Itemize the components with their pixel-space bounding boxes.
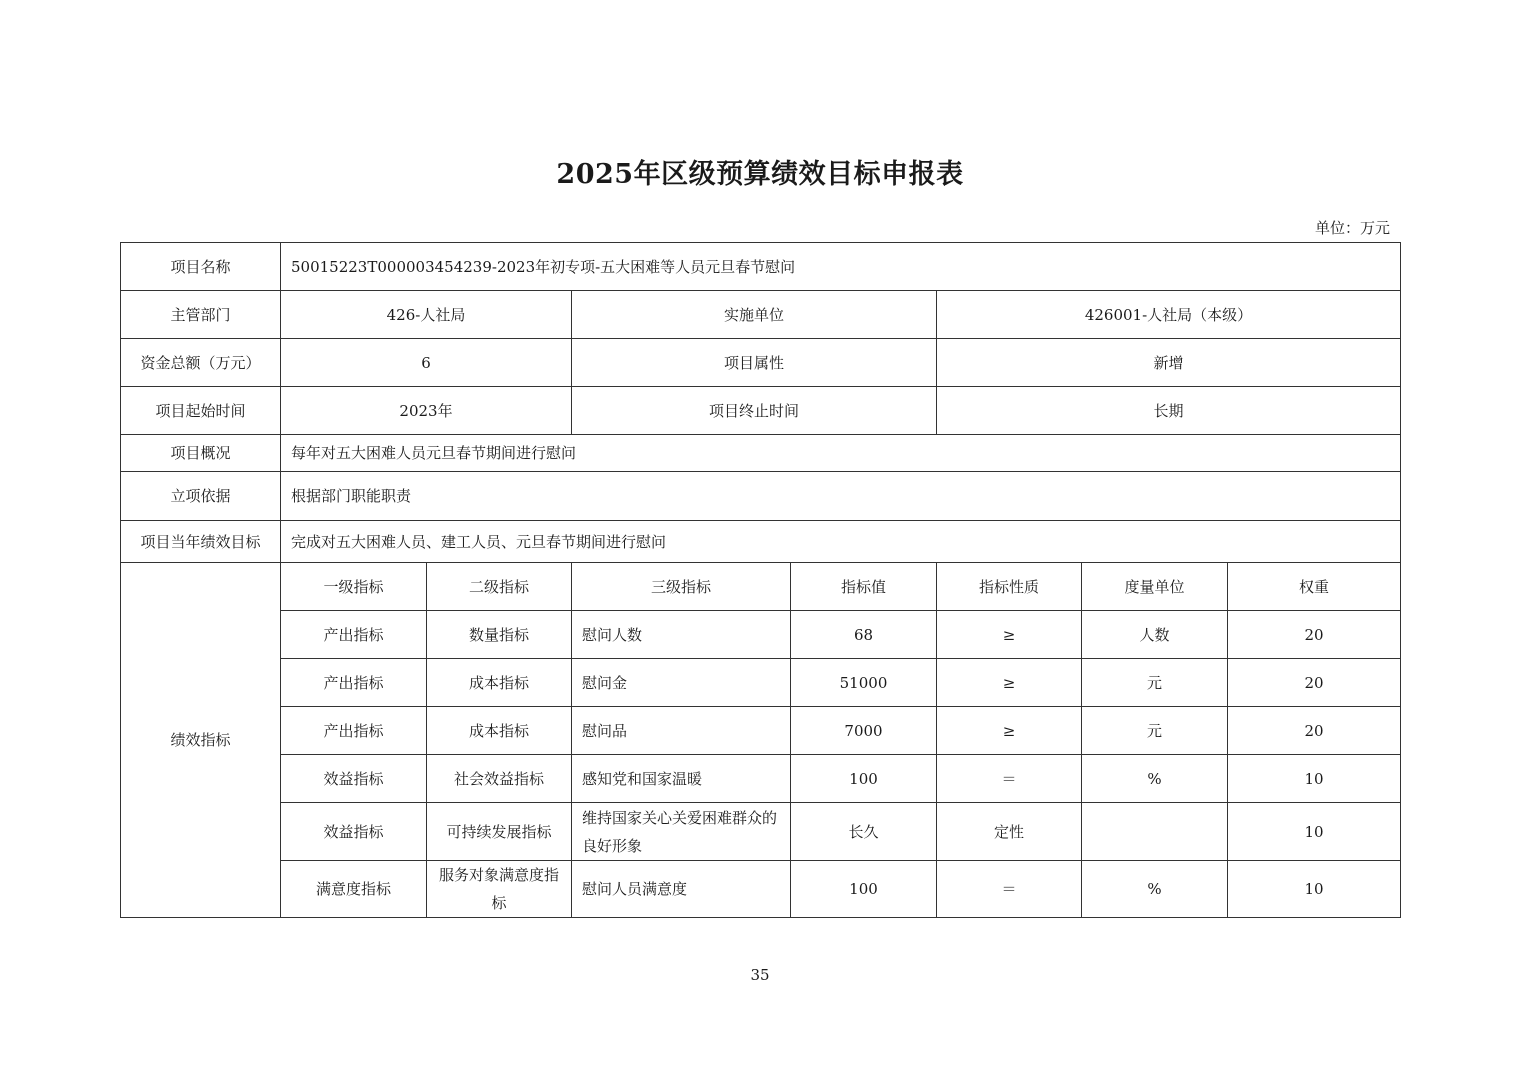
indicator-level1: 效益指标 [281,803,427,861]
overview-value: 每年对五大困难人员元旦春节期间进行慰问 [281,435,1401,472]
indicator-nature: ＝ [937,755,1082,803]
indicator-weight: 20 [1228,707,1401,755]
project-attribute-value: 新增 [937,339,1401,387]
indicator-nature: ≥ [937,707,1082,755]
indicator-unit [1082,803,1228,861]
header-level1: 一级指标 [281,563,427,611]
overview-label: 项目概况 [121,435,281,472]
row-department [121,291,1401,339]
indicator-row [121,611,1401,659]
annual-goal-label: 项目当年绩效目标 [121,521,281,563]
unit-label: 单位：万元 [1314,219,1390,237]
row-time [121,387,1401,435]
header-level2: 二级指标 [427,563,572,611]
indicator-header-row [121,563,1401,611]
project-name-label: 项目名称 [121,243,281,291]
implementing-unit-value: 426001-人社局（本级） [937,291,1401,339]
indicator-level3: 慰问品 [572,707,791,755]
header-unit: 度量单位 [1082,563,1228,611]
indicator-nature: ＝ [937,861,1082,918]
indicators-section-label: 绩效指标 [121,563,281,918]
indicator-unit: % [1082,755,1228,803]
total-funds-label: 资金总额（万元） [121,339,281,387]
project-name-value: 50015223T000003454239-2023年初专项-五大困难等人员元旦春节慰问 [281,243,1401,291]
indicator-level3: 慰问人员满意度 [572,861,791,918]
total-funds-value: 6 [281,339,572,387]
header-value: 指标值 [791,563,937,611]
indicator-value: 68 [791,611,937,659]
indicator-row [121,861,1401,918]
indicator-level2: 数量指标 [427,611,572,659]
indicator-weight: 10 [1228,861,1401,918]
indicator-nature: 定性 [937,803,1082,861]
indicator-level1: 满意度指标 [281,861,427,918]
start-time-label: 项目起始时间 [121,387,281,435]
indicator-unit: 人数 [1082,611,1228,659]
department-label: 主管部门 [121,291,281,339]
header-level3: 三级指标 [572,563,791,611]
indicator-level3: 慰问人数 [572,611,791,659]
department-value: 426-人社局 [281,291,572,339]
implementing-unit-label: 实施单位 [572,291,937,339]
indicator-weight: 20 [1228,659,1401,707]
annual-goal-value: 完成对五大困难人员、建工人员、元旦春节期间进行慰问 [281,521,1401,563]
indicator-nature: ≥ [937,659,1082,707]
row-overview [121,435,1401,472]
indicator-value: 长久 [791,803,937,861]
indicator-row [121,707,1401,755]
project-attribute-label: 项目属性 [572,339,937,387]
end-time-label: 项目终止时间 [572,387,937,435]
page-title: 2025年区级预算绩效目标申报表 [556,159,964,190]
indicator-level3: 感知党和国家温暖 [572,755,791,803]
indicator-level2: 社会效益指标 [427,755,572,803]
indicator-weight: 10 [1228,803,1401,861]
row-annual-goal [121,521,1401,563]
indicator-unit: % [1082,861,1228,918]
end-time-value: 长期 [937,387,1401,435]
indicator-level3: 慰问金 [572,659,791,707]
indicator-value: 100 [791,861,937,918]
indicator-unit: 元 [1082,707,1228,755]
page-number: 35 [750,966,770,984]
indicator-weight: 10 [1228,755,1401,803]
row-project-name [121,243,1401,291]
indicator-level2: 可持续发展指标 [427,803,572,861]
basis-value: 根据部门职能职责 [281,472,1401,521]
indicator-value: 100 [791,755,937,803]
indicator-row [121,755,1401,803]
indicator-weight: 20 [1228,611,1401,659]
indicator-level1: 效益指标 [281,755,427,803]
indicator-level1: 产出指标 [281,659,427,707]
performance-target-table [120,242,1401,918]
indicator-level1: 产出指标 [281,611,427,659]
indicator-level3: 维持国家关心关爱困难群众的良好形象 [572,803,791,861]
indicator-value: 51000 [791,659,937,707]
indicator-level1: 产出指标 [281,707,427,755]
header-weight: 权重 [1228,563,1401,611]
indicator-row [121,803,1401,861]
indicator-level2: 成本指标 [427,707,572,755]
row-basis [121,472,1401,521]
indicator-nature: ≥ [937,611,1082,659]
indicator-level2: 成本指标 [427,659,572,707]
indicator-value: 7000 [791,707,937,755]
start-time-value: 2023年 [281,387,572,435]
indicator-level2: 服务对象满意度指标 [427,861,572,918]
indicator-row [121,659,1401,707]
header-nature: 指标性质 [937,563,1082,611]
indicator-unit: 元 [1082,659,1228,707]
row-funds [121,339,1401,387]
basis-label: 立项依据 [121,472,281,521]
